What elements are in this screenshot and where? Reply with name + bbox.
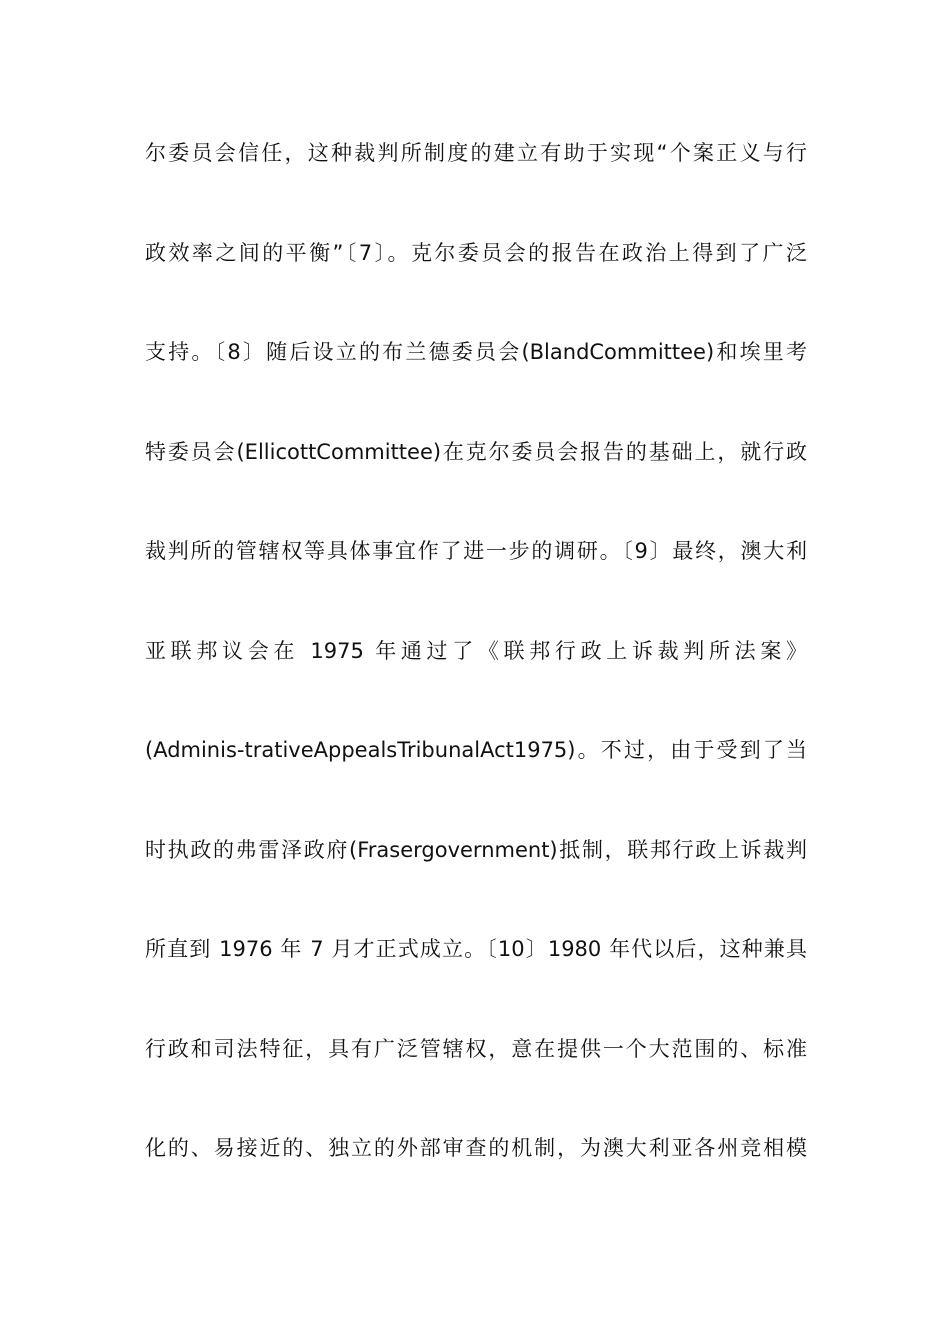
text-line: 时执政的弗雷泽政府(Frasergovernment)抵制，联邦行政上诉裁判 <box>145 837 807 862</box>
text-line: 政效率之间的平衡”〔7〕。克尔委员会的报告在政治上得到了广泛 <box>145 240 807 265</box>
text-line: 支持。〔8〕随后设立的布兰德委员会(BlandCommittee)和埃里考 <box>145 340 807 364</box>
text-line: 行政和司法特征，具有广泛管辖权，意在提供一个大范围的、标准 <box>145 1036 807 1061</box>
text-line: 亚联邦议会在 1975 年通过了《联邦行政上诉裁判所法案》 <box>145 638 807 663</box>
text-line: 特委员会(EllicottCommittee)在克尔委员会报告的基础上，就行政 <box>145 439 807 464</box>
text-line: (Adminis-trativeAppealsTribunalAct1975)。不过，由于受到了当 <box>145 738 807 762</box>
text-line: 尔委员会信任，这种裁判所制度的建立有助于实现“个案正义与行 <box>145 141 807 165</box>
text-line: 所直到 1976 年 7 月才正式成立。〔10〕1980 年代以后，这种兼具 <box>145 937 807 961</box>
body-paragraph <box>145 128 807 1223</box>
text-line: 裁判所的管辖权等具体事宜作了进一步的调研。〔9〕最终，澳大利 <box>145 539 807 563</box>
text-line: 化的、易接近的、独立的外部审查的机制，为澳大利亚各州竞相模 <box>145 1136 807 1160</box>
